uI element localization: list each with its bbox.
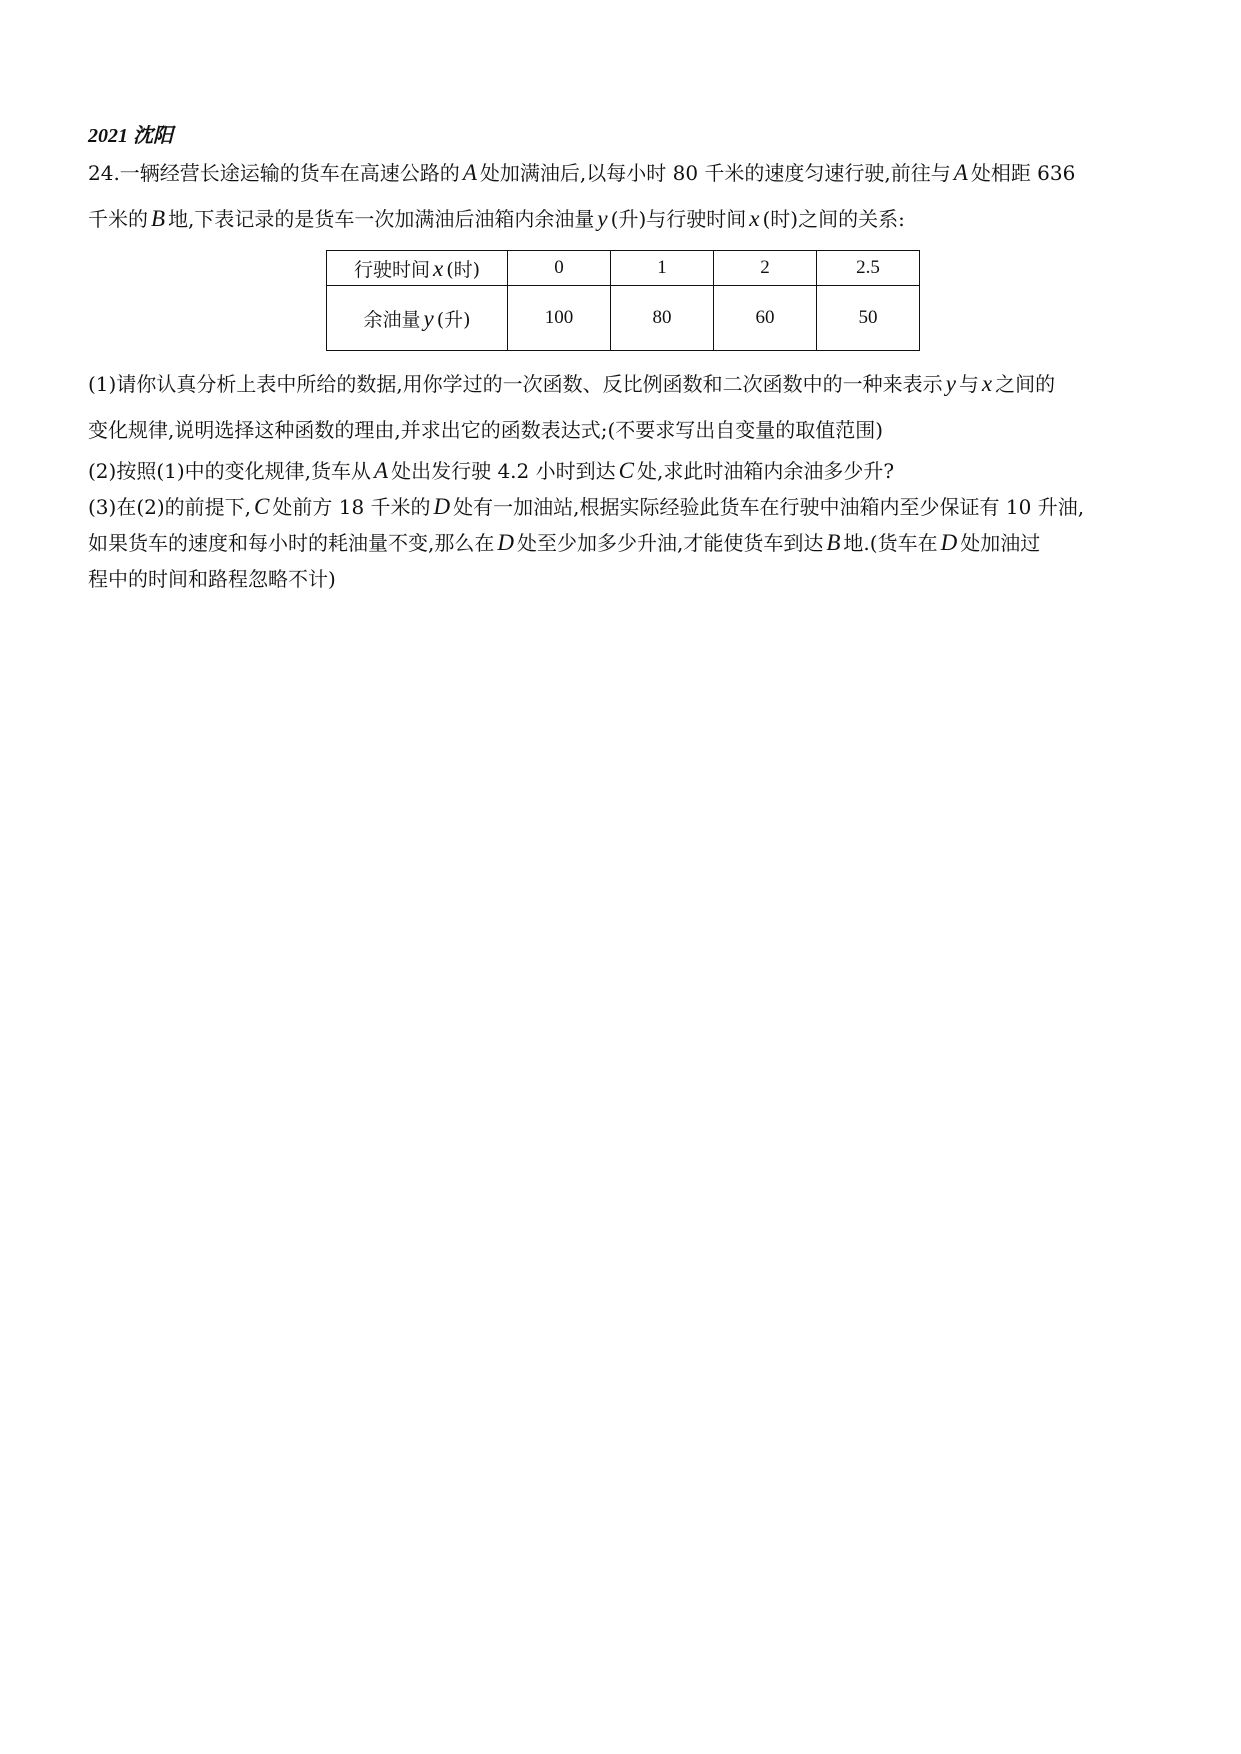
question-3-line-2 [88,525,1163,561]
text-segment: 处有一加油站,根据实际经验此货车在行驶中油箱内至少保证有 10 升油, [453,495,1085,519]
data-table [326,250,920,351]
text-segment: 千米的 [88,207,148,231]
text-segment: (2)按照(1)中的变化规律,货车从 [88,459,372,483]
table-cell: 50 [817,286,920,351]
table-cell: 1 [611,251,714,286]
text-segment: 处加油过 [960,531,1041,555]
header-label: 余油量 [363,308,421,331]
math-variable: x [981,371,993,396]
math-variable: A [462,160,477,185]
math-variable: B [151,206,166,231]
math-variable: x [432,255,444,281]
source-label: 2021 沈阳 [88,125,173,147]
question-1-line-2: 变化规律,说明选择这种函数的理由,并求出它的函数表达式;(不要求写出自变量的取值范围) [88,418,884,442]
text-segment: 处出发行驶 4.2 小时到达 [391,459,616,483]
table-header-fuel [327,286,508,351]
text-segment: 之间的 [995,372,1056,396]
data-table-wrapper [326,250,1163,351]
table-row-time [327,251,920,286]
text-segment: (升)与行驶时间 [610,207,747,231]
math-variable: D [497,530,514,555]
table-cell: 2 [714,251,817,286]
text-segment: 处至少加多少升油,才能使货车到达 [516,531,824,555]
table-cell: 100 [508,286,611,351]
text-segment: 处加满油后,以每小时 80 千米的速度匀速行驶,前往与 [479,161,951,185]
text-segment: 地,下表记录的是货车一次加满油后油箱内余油量 [168,207,595,231]
text-segment: (3)在(2)的前提下, [88,495,252,519]
text-segment: 处相距 636 [970,161,1076,185]
table-cell: 80 [611,286,714,351]
text-segment: 处,求此时油箱内余油多少升? [636,459,895,483]
document-page [88,122,1163,597]
text-segment: 处前方 18 千米的 [272,495,431,519]
text-segment: 与 [958,372,979,396]
header-unit: (升) [436,308,471,331]
math-variable: y [945,371,956,396]
text-segment: (1)请你认真分析上表中所给的数据,用你学过的一次函数、反比例函数和二次函数中的一种来表示 [88,372,943,396]
table-cell: 60 [714,286,817,351]
problem-line-1 [88,150,1163,196]
math-variable: D [940,530,958,555]
question-3-line-3: 程中的时间和路程忽略不计) [88,567,336,591]
text-segment: 地.(货车在 [843,531,938,555]
table-row-fuel [327,286,920,351]
math-variable: D [433,494,451,519]
table-cell: 2.5 [817,251,920,286]
math-variable: x [749,206,760,231]
math-variable: y [423,305,434,331]
math-variable: y [597,206,608,231]
header-label: 行驶时间 [353,258,430,281]
question-3-line-1 [88,489,1163,525]
problem-line-2 [88,196,1163,242]
question-2 [88,453,1163,489]
math-variable: B [826,530,841,555]
math-variable: C [254,494,270,519]
math-variable: A [374,458,389,483]
header-unit: (时) [446,258,481,281]
text-segment: (时)之间的关系: [762,207,905,231]
math-variable: C [618,458,634,483]
question-1-line-1 [88,361,1163,407]
table-cell: 0 [508,251,611,286]
math-variable: A [953,160,968,185]
table-header-time [327,251,508,286]
text-segment: 如果货车的速度和每小时的耗油量不变,那么在 [88,531,495,555]
text-segment: 24.一辆经营长途运输的货车在高速公路的 [88,161,460,185]
